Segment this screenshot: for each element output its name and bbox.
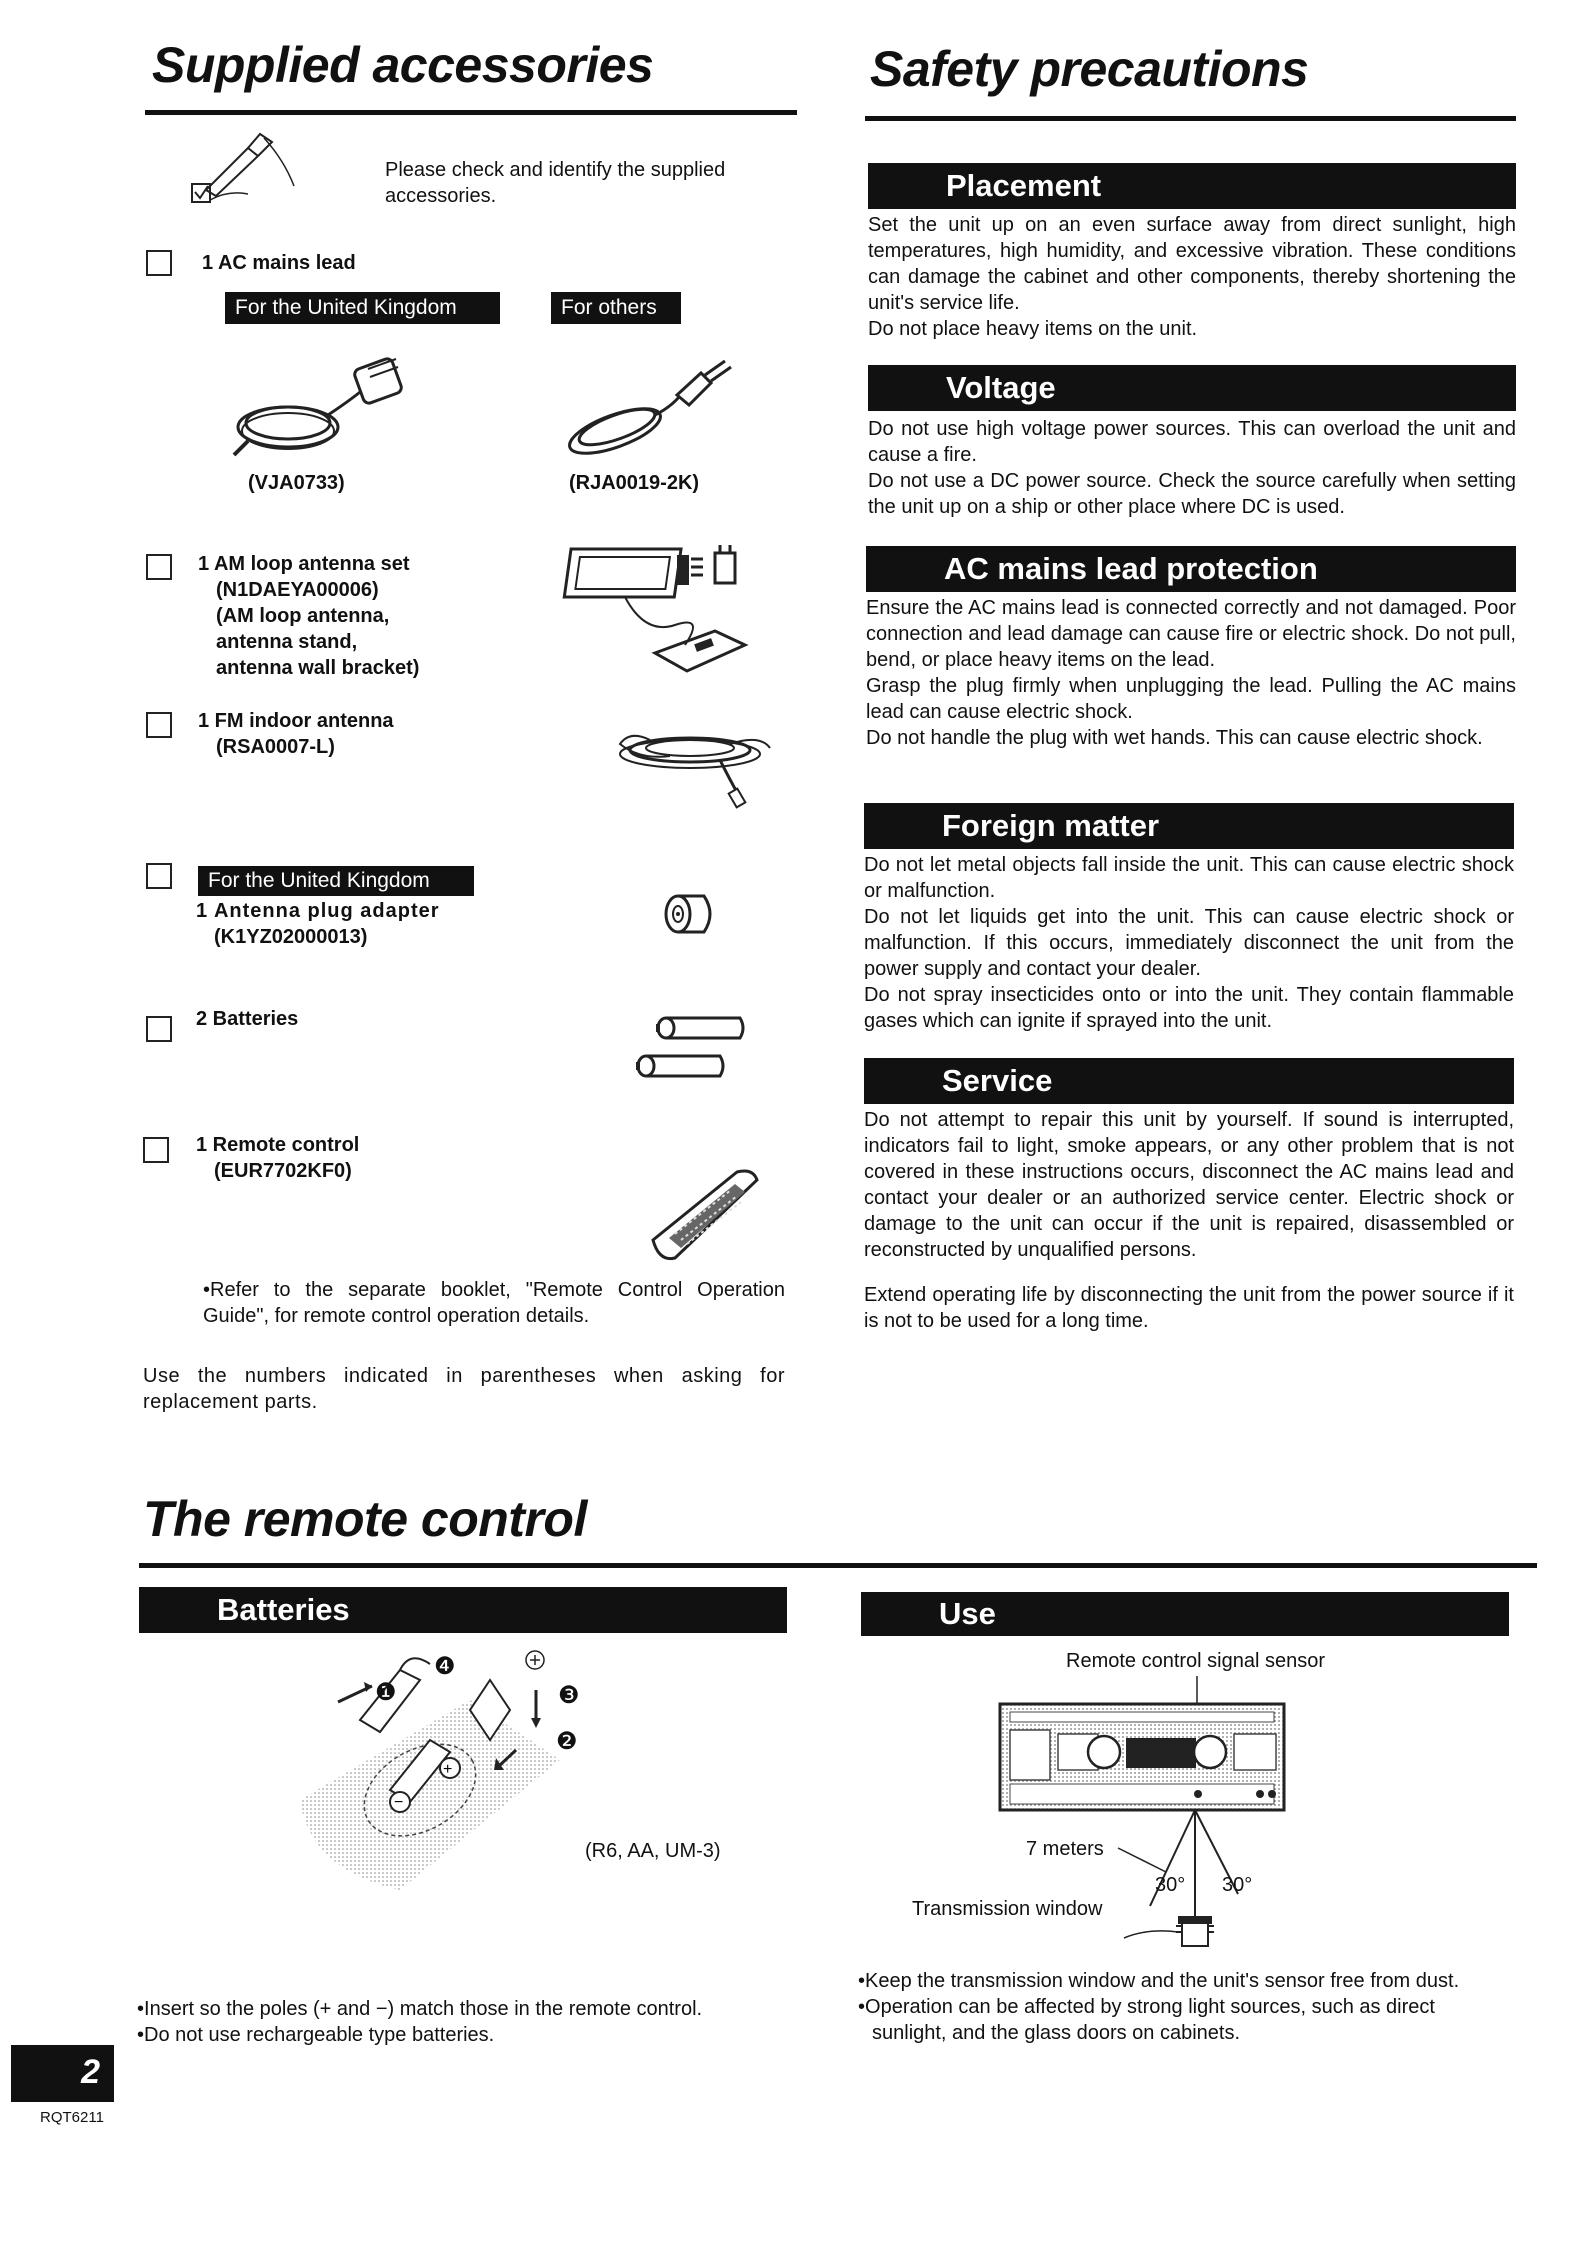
accessories-intro: Please check and identify the supplied accessories. [385, 159, 726, 207]
distance-label: 7 meters [1026, 1838, 1104, 1860]
plug-adapter-uk-tag: For the United Kingdom [198, 866, 474, 896]
foreign-matter-heading: Foreign matter [864, 803, 1514, 849]
remote-control-icon [645, 1162, 765, 1262]
voltage-text: Do not use high voltage power sources. This can overload the unit and cause a fire. Do not use a DC power source. Check the source carefully when setting the unit up on a ship or other place where DC is used. [868, 418, 1516, 518]
svg-text:+: + [443, 1761, 453, 1778]
checkbox-am-antenna[interactable] [146, 554, 172, 580]
others-lead-code: (RJA0019-2K) [569, 472, 700, 494]
list-item: •Do not use rechargeable type batteries. [137, 2024, 495, 2046]
checkbox-batteries[interactable] [146, 1016, 172, 1042]
remote-control-title-rule [139, 1563, 1537, 1568]
antenna-plug-adapter-icon [660, 892, 720, 936]
ac-lead-protection-heading: AC mains lead protection [866, 546, 1516, 592]
remote-control-label: 1 Remote control (EUR7702KF0) [196, 1134, 360, 1182]
doc-code: RQT6211 [40, 2109, 104, 2126]
checkbox-ac-lead[interactable] [146, 250, 172, 276]
am-loop-antenna-icon [565, 535, 760, 685]
checkbox-fm-antenna[interactable] [146, 712, 172, 738]
voltage-heading: Voltage [868, 365, 1516, 411]
checkbox-remote-control[interactable] [143, 1137, 169, 1163]
window-label: Transmission window [912, 1898, 1103, 1920]
safety-title: Safety precautions [870, 41, 1309, 97]
accessories-title-rule [145, 110, 797, 115]
page-number-box [11, 2045, 114, 2102]
foreign-matter-text: Do not let metal objects fall inside the unit. This can cause electric shock or malfunction. Do not let liquids get into the unit. This can cause electric shock or malfunction. If this occurs, immediately disconnect the unit from the power supply and contact your dealer. Do not spray insecticides onto or into the unit. They contain flammable gases which can ignite if sprayed into the unit. [864, 854, 1514, 1032]
battery-type-label: (R6, AA, UM-3) [585, 1840, 721, 1862]
angle-left-label: 30° [1155, 1874, 1186, 1896]
sensor-label: Remote control signal sensor [1066, 1650, 1326, 1672]
list-item: •Keep the transmission window and the unit's sensor free from dust. [858, 1970, 1460, 1992]
others-mains-lead-icon [555, 355, 735, 465]
ac-lead-protection-text: Ensure the AC mains lead is connected correctly and not damaged. Poor connection and lead damage can cause fire or electric shock. Do not pull, bend, or place heavy items on the lead. Grasp the plug firmly when unplugging the lead. Pulling the AC mains lead can cause electric shock. Do not handle the plug with wet hands. This can cause electric shock. [866, 597, 1516, 749]
accessories-title: Supplied accessories [152, 37, 654, 93]
batteries-bullet-list [137, 1996, 787, 2048]
fm-antenna-label: 1 FM indoor antenna (RSA0007-L) [198, 710, 394, 758]
list-item: •Operation can be affected by strong light sources, such as direct sunlight, and the glass doors on cabinets. [858, 1996, 1435, 2044]
service-text: Do not attempt to repair this unit by yourself. If sound is interrupted, indicators fail to light, smoke appears, or any other problem that is not covered in these instructions occurs, disconnect the AC mains lead and contact your dealer or an authorized service center. Electric shock or damage to the unit can occur if the unit is repaired, disassembled or reconstructed by unqualified persons. [864, 1109, 1514, 1261]
batteries-heading: Batteries [139, 1587, 787, 1633]
pen-check-icon [188, 130, 298, 210]
step-mark-4: ❹ [434, 1653, 456, 1680]
batteries-label: 2 Batteries [196, 1008, 299, 1030]
uk-lead-code: (VJA0733) [248, 472, 345, 494]
safety-title-rule [865, 116, 1516, 121]
refer-note: •Refer to the separate booklet, "Remote Control Operation Guide", for remote control operation details. [203, 1279, 785, 1327]
step-mark-1: ❶ [375, 1679, 397, 1706]
list-item: •Insert so the poles (+ and −) match those in the remote control. [137, 1998, 703, 2020]
service-heading: Service [864, 1058, 1514, 1104]
step-mark-3: ❸ [558, 1682, 580, 1709]
placement-heading: Placement [868, 163, 1516, 209]
am-antenna-label: 1 AM loop antenna set (N1DAEYA00006) (AM loop antenna, antenna stand, antenna wall bracket) [198, 553, 420, 679]
angle-right-label: 30° [1222, 1874, 1253, 1896]
step-mark-2: ❷ [556, 1728, 578, 1755]
checkbox-plug-adapter[interactable] [146, 863, 172, 889]
fm-indoor-antenna-icon [610, 720, 780, 810]
use-heading: Use [861, 1592, 1509, 1636]
plug-adapter-label: 1 Antenna plug adapter (K1YZ02000013) [196, 900, 440, 948]
ac-lead-label: 1 AC mains lead [202, 252, 356, 274]
uk-tag: For the United Kingdom [225, 292, 500, 324]
batteries-icon [630, 1010, 750, 1080]
remote-control-title: The remote control [143, 1491, 587, 1547]
placement-text: Set the unit up on an even surface away from direct sunlight, high temperatures, high humidity, and excessive vibration. These conditions can damage the cabinet and other components, thereby shortening the unit's service life. Do not place heavy items on the unit. [868, 214, 1516, 340]
extend-note: Extend operating life by disconnecting the unit from the power source if it is not to be used for a long time. [864, 1284, 1514, 1332]
others-tag: For others [551, 292, 681, 324]
uk-mains-lead-icon [228, 355, 408, 465]
numbers-note: Use the numbers indicated in parentheses when asking for replacement parts. [143, 1365, 785, 1413]
page-number: 2 [81, 2053, 100, 2091]
use-bullet-list [858, 1968, 1508, 2046]
svg-text:−: − [394, 1794, 404, 1811]
